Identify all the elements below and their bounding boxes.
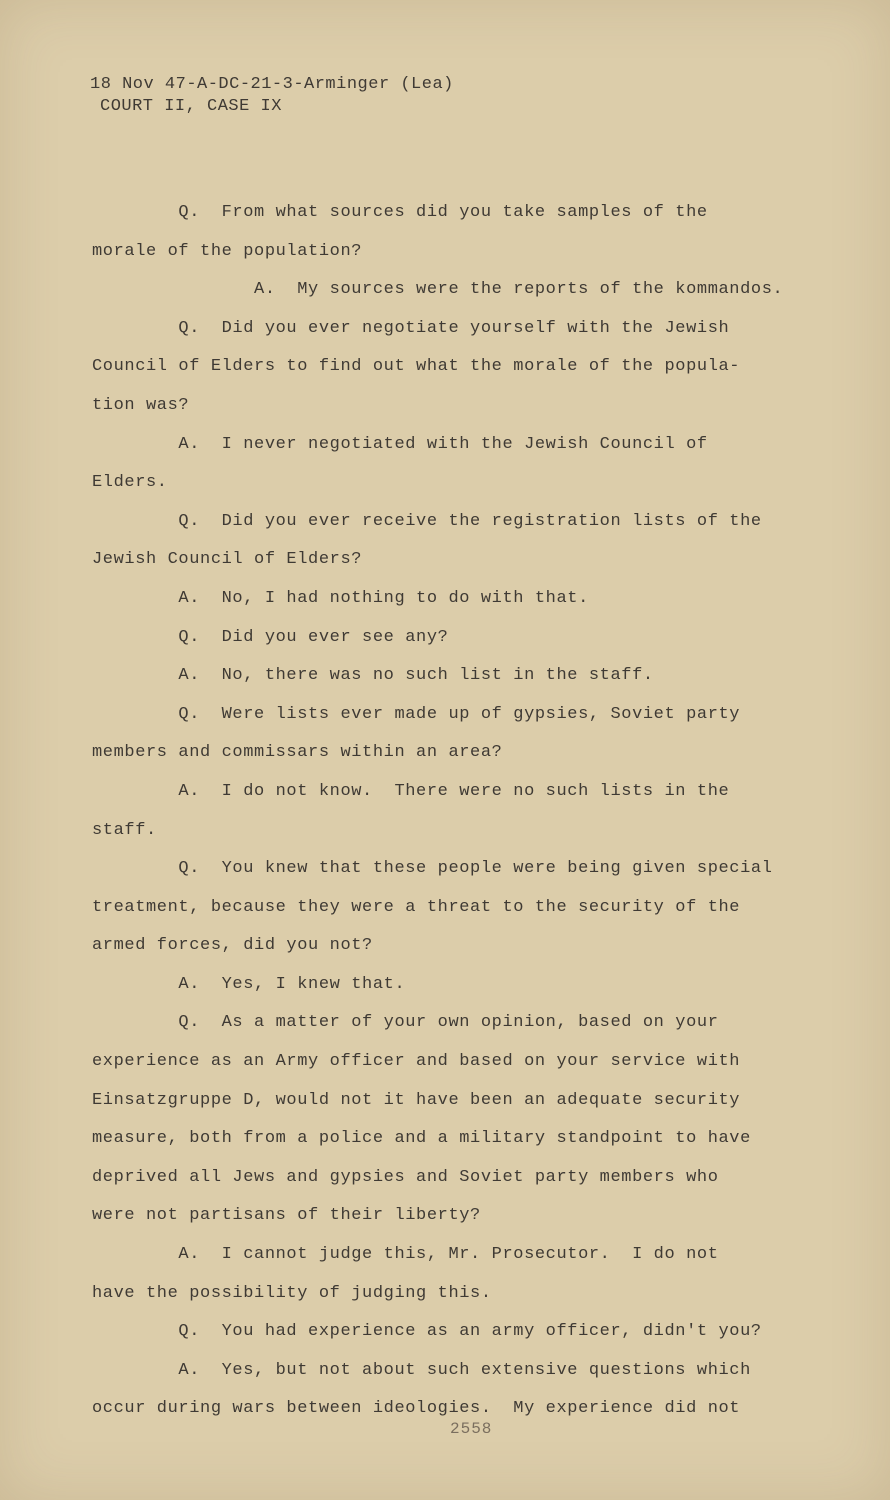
transcript-body	[92, 194, 812, 1429]
text-line: Q. You had experience as an army officer, didn't you?	[92, 1322, 762, 1342]
text-line: A. Yes, but not about such extensive questions which	[92, 1360, 751, 1380]
text-line: A. No, I had nothing to do with that.	[92, 588, 589, 608]
header-line-2: COURT II, CASE IX	[100, 97, 282, 116]
text-line: A. My sources were the reports of the kommandos.	[92, 280, 784, 300]
text-line: A. No, there was no such list in the staff.	[92, 666, 654, 686]
text-line: Council of Elders to find out what the morale of the popula-	[92, 357, 741, 377]
text-line: were not partisans of their liberty?	[92, 1206, 481, 1226]
text-line: Q. From what sources did you take samples of the	[92, 203, 708, 222]
text-line: occur during wars between ideologies. My experience did not	[92, 1399, 741, 1419]
page-number: 2558	[450, 1420, 493, 1438]
text-line: Q. Were lists ever made up of gypsies, Soviet party	[92, 704, 741, 724]
text-line: treatment, because they were a threat to the security of the	[92, 897, 741, 917]
text-line: have the possibility of judging this.	[92, 1283, 492, 1303]
text-line: A. Yes, I knew that.	[92, 974, 406, 994]
text-line: Q. You knew that these people were being given special	[92, 859, 773, 879]
text-line: Q. Did you ever receive the registration lists of the	[92, 511, 762, 531]
text-line: Elders.	[92, 473, 168, 493]
text-line: A. I never negotiated with the Jewish Council of	[92, 434, 708, 454]
text-line: A. I do not know. There were no such lists in the	[92, 781, 730, 801]
text-line: tion was?	[92, 395, 190, 415]
header-line-1: 18 Nov 47-A-DC-21-3-Arminger (Lea)	[90, 75, 454, 94]
text-line: Q. Did you ever see any?	[92, 627, 449, 647]
text-line: armed forces, did you not?	[92, 936, 373, 956]
text-line: members and commissars within an area?	[92, 743, 503, 763]
text-line: Q. As a matter of your own opinion, based on your	[92, 1013, 719, 1033]
text-line: A. I cannot judge this, Mr. Prosecutor. I do not	[92, 1245, 719, 1265]
text-line: Einsatzgruppe D, would not it have been an adequate security	[92, 1090, 741, 1110]
text-line: morale of the population?	[92, 241, 363, 261]
header	[90, 74, 454, 118]
text-line: Q. Did you ever negotiate yourself with the Jewish	[92, 318, 730, 338]
text-line: experience as an Army officer and based on your service with	[92, 1052, 741, 1072]
text-line: deprived all Jews and gypsies and Soviet party members who	[92, 1167, 719, 1187]
text-line: staff.	[92, 820, 157, 840]
text-line: Jewish Council of Elders?	[92, 550, 363, 570]
text-line: measure, both from a police and a military standpoint to have	[92, 1129, 751, 1149]
